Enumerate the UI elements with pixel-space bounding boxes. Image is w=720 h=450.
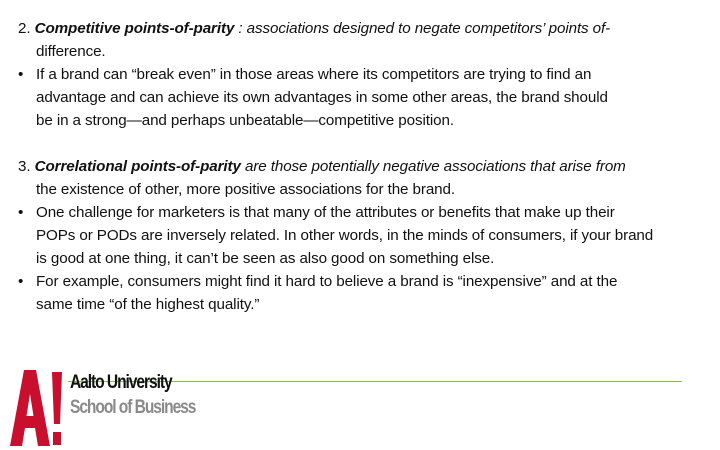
aalto-logo-mark-icon [10,370,62,446]
logo-university-name: Aalto University [70,372,172,393]
section-2-definition-continued: the existence of other, more positive associations for the brand. [36,181,455,198]
section-1-bullet-line-1: If a brand can “break even” in those areas where its competitors are trying to find an [36,66,592,83]
section-2-term: Correlational points-of-parity [34,158,241,175]
section-1-bullet-line-3: be in a strong—and perhaps unbeatable—competitive position. [36,112,454,129]
section-2-bullet-2-marker: • [18,273,24,290]
section-1-separator: : [234,20,247,37]
logo-school-name: School of Business [70,397,196,418]
section-1-definition: associations designed to negate competitors’ points of- [246,20,611,37]
section-2-number: 3. [18,158,31,175]
section-2-bullet-1-line-3: is good at one thing, it can’t be seen as also good on something else. [36,250,495,267]
section-1-number: 2. [18,20,31,37]
section-2-bullet-1-line-1: One challenge for marketers is that many of the attributes or benefits that make up their [36,204,615,221]
section-2-definition: are those potentially negative associations that arise from [240,158,626,175]
section-1-heading-line [18,17,610,40]
section-2-bullet-1-line-2: POPs or PODs are inversely related. In other words, in the minds of consumers, if your brand [36,227,654,244]
section-2-heading-line [18,155,626,178]
section-1-bullet-line-2: advantage and can achieve its own advantages in some other areas, the brand should [36,89,608,106]
section-1-definition-continued: difference. [36,43,106,60]
section-2-bullet-2-line-1: For example, consumers might find it hard to believe a brand is “inexpensive” and at the [36,273,618,290]
section-1-term: Competitive points-of-parity [34,20,235,37]
section-2-bullet-1-marker: • [18,204,24,221]
section-1-bullet-marker: • [18,66,24,83]
section-2-bullet-2-line-2: same time “of the highest quality.” [36,296,260,313]
